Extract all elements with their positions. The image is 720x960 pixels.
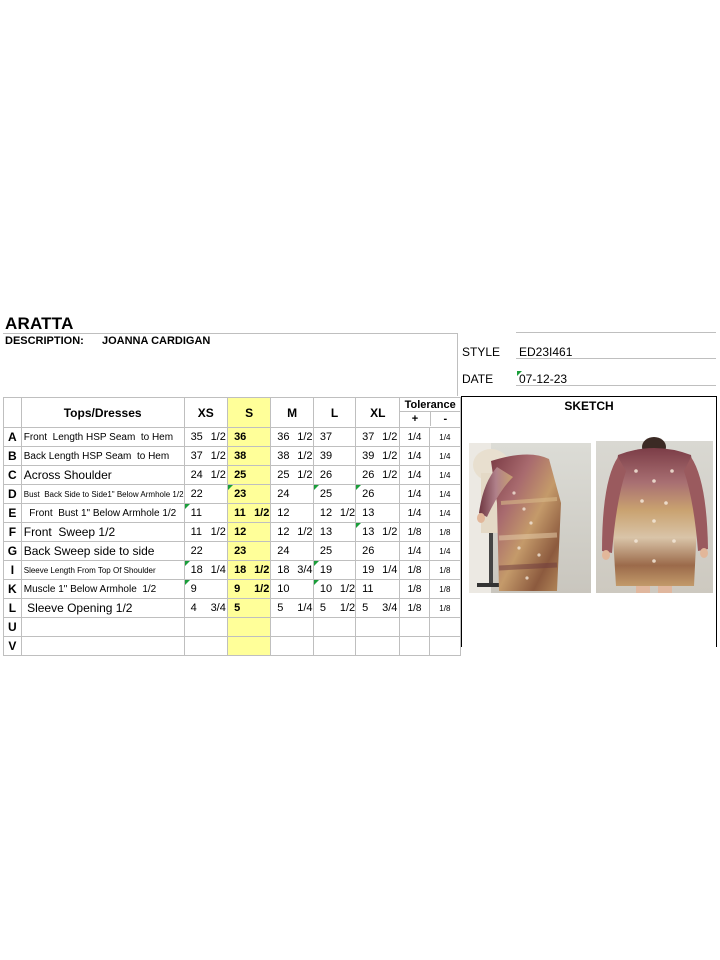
comment-marker bbox=[185, 504, 190, 509]
value-whole: 24 bbox=[190, 469, 203, 481]
spec-table-body bbox=[4, 428, 461, 656]
value-whole: 38 bbox=[277, 450, 290, 462]
tolerance-plus-value bbox=[400, 637, 429, 656]
size-value-xl bbox=[356, 466, 400, 485]
value-whole: 26 bbox=[319, 469, 333, 481]
value-whole: 11 bbox=[362, 583, 374, 595]
spec-table bbox=[3, 397, 461, 656]
size-value-l bbox=[313, 447, 355, 466]
value-whole: 35 bbox=[190, 431, 203, 443]
size-value-xl bbox=[356, 599, 400, 618]
value-whole: 5 bbox=[362, 602, 369, 614]
value-whole: 25 bbox=[234, 469, 247, 481]
point-of-measure: Back Sweep side to side bbox=[21, 542, 184, 561]
value-whole: 13 bbox=[362, 526, 375, 538]
value-whole: 13 bbox=[319, 526, 333, 538]
size-value-xl bbox=[356, 447, 400, 466]
value-fraction: 3/4 bbox=[297, 564, 313, 576]
size-value-xs bbox=[184, 542, 228, 561]
spec-table-wrapper bbox=[3, 397, 461, 653]
tolerance-minus-value: 1/4 bbox=[429, 428, 460, 447]
value-whole: 5 bbox=[319, 602, 326, 614]
size-value-xl bbox=[356, 523, 400, 542]
table-row bbox=[4, 542, 461, 561]
size-value-m bbox=[271, 428, 314, 447]
value-whole: 26 bbox=[362, 469, 375, 481]
value-fraction: 1/2 bbox=[297, 526, 313, 538]
tolerance-minus-value: 1/4 bbox=[429, 485, 460, 504]
row-letter: E bbox=[4, 504, 22, 523]
size-value-l bbox=[313, 466, 355, 485]
point-of-measure: Sleeve Opening 1/2 bbox=[21, 599, 184, 618]
size-value-m bbox=[271, 618, 314, 637]
point-of-measure: Across Shoulder bbox=[21, 466, 184, 485]
tolerance-label: Tolerance bbox=[404, 399, 456, 411]
comment-marker bbox=[356, 523, 361, 528]
size-value-s bbox=[228, 485, 271, 504]
size-value-xl bbox=[356, 542, 400, 561]
value-whole: 5 bbox=[277, 602, 284, 614]
value-whole: 11 bbox=[190, 507, 202, 519]
table-row bbox=[4, 618, 461, 637]
tolerance-plus-value: 1/8 bbox=[400, 523, 429, 542]
value-fraction: 1/2 bbox=[382, 450, 398, 462]
size-value-l bbox=[313, 561, 355, 580]
table-row bbox=[4, 561, 461, 580]
size-value-s bbox=[228, 561, 271, 580]
tolerance-plus-value: 1/8 bbox=[400, 599, 429, 618]
value-whole: 18 bbox=[190, 564, 203, 576]
value-fraction: 1/2 bbox=[210, 469, 226, 481]
row-letter: L bbox=[4, 599, 22, 618]
value-whole: 24 bbox=[277, 488, 290, 500]
value-whole: 12 bbox=[277, 526, 290, 538]
tolerance-plus-value: 1/4 bbox=[400, 542, 429, 561]
size-value-xs bbox=[184, 618, 228, 637]
garment-photo-back bbox=[596, 441, 713, 593]
size-value-xs bbox=[184, 504, 228, 523]
size-value-xl bbox=[356, 580, 400, 599]
size-value-s bbox=[228, 466, 271, 485]
tolerance-header bbox=[400, 398, 461, 428]
tolerance-plus-value: 1/8 bbox=[400, 561, 429, 580]
value-fraction: 1/2 bbox=[254, 507, 270, 519]
size-value-xl bbox=[356, 561, 400, 580]
value-whole: 25 bbox=[277, 469, 290, 481]
table-row bbox=[4, 466, 461, 485]
value-whole: 37 bbox=[190, 450, 203, 462]
comment-marker bbox=[314, 561, 319, 566]
row-letter: K bbox=[4, 580, 22, 599]
size-value-s bbox=[228, 599, 271, 618]
row-letter: F bbox=[4, 523, 22, 542]
size-value-xs bbox=[184, 466, 228, 485]
point-of-measure: Front Bust 1" Below Armhole 1/2 bbox=[21, 504, 184, 523]
point-of-measure bbox=[21, 618, 184, 637]
value-whole: 19 bbox=[319, 564, 333, 576]
tolerance-minus-value: 1/4 bbox=[429, 504, 460, 523]
size-value-l bbox=[313, 618, 355, 637]
value-whole: 19 bbox=[362, 564, 375, 576]
size-header-s: S bbox=[228, 398, 271, 428]
corner-cell bbox=[4, 398, 22, 428]
size-value-xl bbox=[356, 618, 400, 637]
value-whole: 12 bbox=[277, 507, 290, 519]
value-fraction: 1/2 bbox=[382, 431, 398, 443]
row-letter: B bbox=[4, 447, 22, 466]
description-label: DESCRIPTION: bbox=[5, 335, 84, 347]
sketch-panel bbox=[461, 396, 717, 647]
size-value-xs bbox=[184, 580, 228, 599]
size-value-m bbox=[271, 637, 314, 656]
value-whole: 23 bbox=[234, 488, 247, 500]
table-header-row bbox=[4, 398, 461, 428]
size-value-xl bbox=[356, 637, 400, 656]
row-letter: D bbox=[4, 485, 22, 504]
row-letter: I bbox=[4, 561, 22, 580]
value-fraction: 1/2 bbox=[297, 431, 313, 443]
point-of-measure: Muscle 1" Below Armhole 1/2 bbox=[21, 580, 184, 599]
value-fraction: 1/2 bbox=[254, 564, 270, 576]
size-value-s bbox=[228, 637, 271, 656]
value-whole: 39 bbox=[362, 450, 375, 462]
size-value-l bbox=[313, 580, 355, 599]
point-of-measure: Front Sweep 1/2 bbox=[21, 523, 184, 542]
value-whole: 24 bbox=[277, 545, 290, 557]
value-whole: 37 bbox=[362, 431, 375, 443]
size-value-m bbox=[271, 466, 314, 485]
tolerance-minus: - bbox=[443, 413, 448, 425]
tolerance-minus-value: 1/8 bbox=[429, 523, 460, 542]
tolerance-plus-value: 1/4 bbox=[400, 466, 429, 485]
size-header-xl: XL bbox=[356, 398, 400, 428]
tolerance-plus-value: 1/4 bbox=[400, 485, 429, 504]
value-fraction: 1/2 bbox=[297, 469, 313, 481]
row-letter: G bbox=[4, 542, 22, 561]
table-row bbox=[4, 428, 461, 447]
comment-marker bbox=[185, 561, 190, 566]
value-whole: 22 bbox=[190, 488, 203, 500]
value-fraction: 1/4 bbox=[210, 564, 226, 576]
tolerance-plus-value: 1/8 bbox=[400, 580, 429, 599]
row-letter: U bbox=[4, 618, 22, 637]
point-of-measure: Bust Back Side to Side1" Below Armhole 1/2 bbox=[21, 485, 184, 504]
sketch-title: SKETCH bbox=[564, 399, 614, 413]
date-value: 07-12-23 bbox=[519, 372, 568, 386]
value-fraction: 1/2 bbox=[339, 583, 356, 595]
table-row bbox=[4, 599, 461, 618]
size-value-m bbox=[271, 523, 314, 542]
value-whole: 12 bbox=[319, 507, 333, 519]
table-row bbox=[4, 523, 461, 542]
value-whole: 18 bbox=[234, 564, 247, 576]
value-whole: 10 bbox=[319, 583, 333, 595]
value-whole: 26 bbox=[362, 488, 375, 500]
size-value-xs bbox=[184, 447, 228, 466]
value-fraction: 1/2 bbox=[382, 526, 398, 538]
value-whole: 12 bbox=[234, 526, 247, 538]
size-header-xs: XS bbox=[184, 398, 228, 428]
size-value-l bbox=[313, 542, 355, 561]
tolerance-plus-value: 1/4 bbox=[400, 447, 429, 466]
value-fraction: 1/2 bbox=[339, 507, 356, 519]
comment-marker bbox=[356, 485, 361, 490]
tolerance-minus-value bbox=[429, 618, 460, 637]
size-value-m bbox=[271, 561, 314, 580]
tolerance-minus-value: 1/4 bbox=[429, 542, 460, 561]
size-value-m bbox=[271, 599, 314, 618]
value-whole: 5 bbox=[234, 602, 241, 614]
value-whole: 11 bbox=[234, 507, 246, 519]
value-whole: 10 bbox=[277, 583, 290, 595]
size-value-m bbox=[271, 447, 314, 466]
tolerance-minus-value: 1/8 bbox=[429, 599, 460, 618]
point-of-measure: Back Length HSP Seam to Hem bbox=[21, 447, 184, 466]
size-value-xl bbox=[356, 485, 400, 504]
row-letter: C bbox=[4, 466, 22, 485]
row-letter: A bbox=[4, 428, 22, 447]
size-value-s bbox=[228, 618, 271, 637]
value-fraction: 1/2 bbox=[254, 583, 270, 595]
table-row bbox=[4, 447, 461, 466]
size-value-xl bbox=[356, 428, 400, 447]
size-value-s bbox=[228, 428, 271, 447]
tolerance-minus-value bbox=[429, 637, 460, 656]
value-fraction: 1/2 bbox=[210, 431, 226, 443]
size-value-s bbox=[228, 447, 271, 466]
tolerance-minus-value: 1/8 bbox=[429, 561, 460, 580]
date-label: DATE bbox=[462, 372, 494, 386]
size-value-l bbox=[313, 485, 355, 504]
value-whole: 36 bbox=[277, 431, 290, 443]
row-letter: V bbox=[4, 637, 22, 656]
tolerance-minus-value: 1/4 bbox=[429, 466, 460, 485]
value-fraction: 1/4 bbox=[297, 602, 313, 614]
brand-name: ARATTA bbox=[5, 314, 74, 333]
size-value-m bbox=[271, 485, 314, 504]
table-row bbox=[4, 637, 461, 656]
size-value-xl bbox=[356, 504, 400, 523]
comment-marker bbox=[228, 485, 233, 490]
value-whole: 36 bbox=[234, 431, 247, 443]
size-value-s bbox=[228, 580, 271, 599]
tolerance-plus-value: 1/4 bbox=[400, 428, 429, 447]
tolerance-minus-value: 1/8 bbox=[429, 580, 460, 599]
value-whole: 9 bbox=[234, 583, 241, 595]
size-value-xs bbox=[184, 599, 228, 618]
size-value-xs bbox=[184, 428, 228, 447]
point-of-measure: Front Length HSP Seam to Hem bbox=[21, 428, 184, 447]
value-whole: 25 bbox=[319, 545, 333, 557]
value-whole: 39 bbox=[319, 450, 333, 462]
point-of-measure bbox=[21, 637, 184, 656]
size-value-m bbox=[271, 504, 314, 523]
size-value-xs bbox=[184, 561, 228, 580]
description-value: JOANNA CARDIGAN bbox=[102, 335, 211, 347]
size-value-l bbox=[313, 637, 355, 656]
value-fraction: 3/4 bbox=[382, 602, 398, 614]
size-header-m: M bbox=[271, 398, 314, 428]
value-fraction: 1/2 bbox=[297, 450, 313, 462]
value-whole: 23 bbox=[234, 545, 247, 557]
style-label: STYLE bbox=[462, 345, 501, 359]
size-value-xs bbox=[184, 523, 228, 542]
comment-marker bbox=[314, 485, 319, 490]
tolerance-plus: + bbox=[400, 412, 430, 426]
size-value-xs bbox=[184, 485, 228, 504]
value-whole: 26 bbox=[362, 545, 375, 557]
tolerance-plus-value: 1/4 bbox=[400, 504, 429, 523]
value-whole: 4 bbox=[190, 602, 197, 614]
value-whole: 11 bbox=[190, 526, 202, 538]
value-whole: 38 bbox=[234, 450, 247, 462]
size-value-xs bbox=[184, 637, 228, 656]
value-whole: 22 bbox=[190, 545, 203, 557]
garment-photo-side bbox=[469, 443, 591, 593]
value-fraction: 1/2 bbox=[339, 602, 356, 614]
size-value-s bbox=[228, 504, 271, 523]
size-value-m bbox=[271, 542, 314, 561]
comment-marker bbox=[185, 580, 190, 585]
table-row bbox=[4, 504, 461, 523]
table-row bbox=[4, 485, 461, 504]
value-fraction: 1/2 bbox=[210, 450, 226, 462]
category-header: Tops/Dresses bbox=[21, 398, 184, 428]
point-of-measure: Sleeve Length From Top Of Shoulder bbox=[21, 561, 184, 580]
value-whole: 13 bbox=[362, 507, 375, 519]
value-whole: 9 bbox=[190, 583, 197, 595]
size-value-l bbox=[313, 504, 355, 523]
tolerance-plus-value bbox=[400, 618, 429, 637]
value-whole: 37 bbox=[319, 431, 333, 443]
style-value: ED23I461 bbox=[519, 345, 573, 359]
tolerance-minus-value: 1/4 bbox=[429, 447, 460, 466]
size-value-l bbox=[313, 523, 355, 542]
size-value-m bbox=[271, 580, 314, 599]
meta-top-line bbox=[516, 320, 716, 333]
size-value-s bbox=[228, 523, 271, 542]
size-header-l: L bbox=[313, 398, 355, 428]
size-value-l bbox=[313, 428, 355, 447]
comment-marker bbox=[314, 580, 319, 585]
value-fraction: 1/2 bbox=[382, 469, 398, 481]
size-value-s bbox=[228, 542, 271, 561]
table-row bbox=[4, 580, 461, 599]
value-fraction: 3/4 bbox=[210, 602, 226, 614]
value-fraction: 1/4 bbox=[382, 564, 398, 576]
value-whole: 18 bbox=[277, 564, 290, 576]
size-value-l bbox=[313, 599, 355, 618]
value-fraction: 1/2 bbox=[210, 526, 226, 538]
value-whole: 25 bbox=[319, 488, 333, 500]
